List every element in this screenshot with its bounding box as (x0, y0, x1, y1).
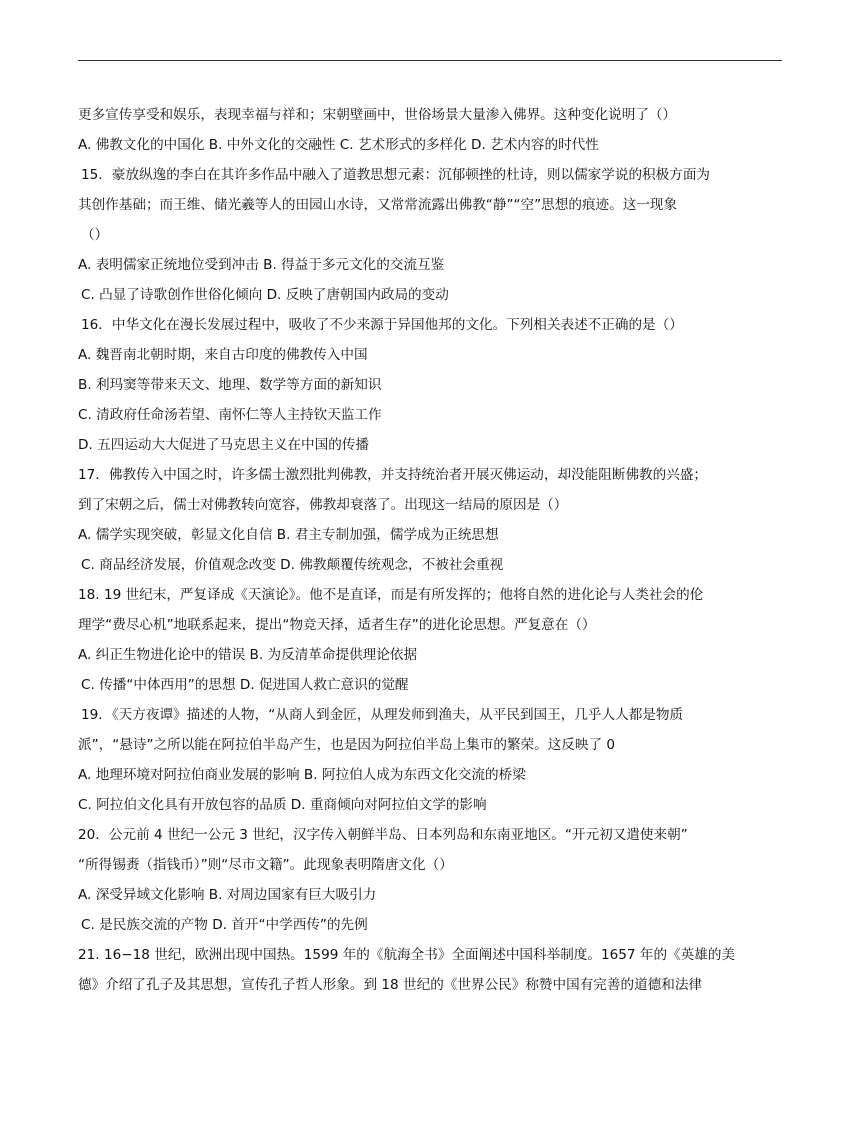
question-21-stem: 德》介绍了孔子及其思想，宣传孔子哲人形象。到 18 世纪的《世界公民》称赞中国有完善的道德和法律 (78, 977, 703, 993)
document-body (78, 100, 782, 1000)
question-18-stem: 理学“费尽心机”地联系起来，提出“物竞天择，适者生存”的进化论思想。严复意在（） (78, 617, 596, 633)
question-16-stem: 16．中华文化在漫长发展过程中，吸收了不少来源于异国他邦的文化。下列相关表述不正确的是（） (81, 317, 683, 333)
question-15-stem: 其创作基础；而王维、储光羲等人的田园山水诗，又常常流露出佛教“静”“空”思想的痕迹。这一现象 (78, 197, 678, 213)
question-20-stem: 20．公元前 4 世纪一公元 3 世纪，汉字传入朝鲜半岛、日本列岛和东南亚地区。“开元初又遣使来朝” (78, 827, 688, 843)
header-rule (78, 60, 782, 61)
question-18-option-ab: A. 纠正生物进化论中的错误 B. 为反清革命提供理论依据 (78, 647, 418, 663)
question-15-stem: （） (81, 227, 109, 243)
question-21-stem: 21. 16−18 世纪，欧洲出现中国热。1599 年的《航海全书》全面阐述中国科举制度。1657 年的《英雄的美 (78, 947, 736, 963)
question-14-options: A. 佛教文化的中国化 B. 中外文化的交融性 C. 艺术形式的多样化 D. 艺术内容的时代性 (78, 137, 599, 153)
question-19-option-ab: A. 地理环境对阿拉伯商业发展的影响 B. 阿拉伯人成为东西文化交流的桥梁 (78, 767, 526, 783)
question-15-option-ab: A. 表明儒家正统地位受到冲击 B. 得益于多元文化的交流互鉴 (78, 257, 445, 273)
question-20-option-ab: A. 深受异域文化影响 B. 对周边国家有巨大吸引力 (78, 887, 377, 903)
question-16-option-d: D. 五四运动大大促进了马克思主义在中国的传播 (78, 437, 369, 453)
question-19-option-cd: C. 阿拉伯文化具有开放包容的品质 D. 重商倾向对阿拉伯文学的影响 (78, 797, 487, 813)
question-20-stem: “所得锡赉（指钱币）”则“尽市文籍”。此现象表明隋唐文化（） (78, 857, 453, 873)
question-19-stem: 派”，“悬诗”之所以能在阿拉伯半岛产生，也是因为阿拉伯半岛上集市的繁荣。这反映了 0 (78, 737, 616, 753)
question-20-option-cd: C. 是民族交流的产物 D. 首开“中学西传”的先例 (81, 917, 368, 933)
question-17-option-cd: C. 商品经济发展，价值观念改变 D. 佛教颠覆传统观念，不被社会重视 (81, 557, 504, 573)
question-15-option-cd: C. 凸显了诗歌创作世俗化倾向 D. 反映了唐朝国内政局的变动 (81, 287, 449, 303)
question-16-option-a: A. 魏晋南北朝时期，来自古印度的佛教传入中国 (78, 347, 368, 363)
question-16-option-c: C. 清政府任命汤若望、南怀仁等人主持钦天监工作 (78, 407, 382, 423)
question-19-stem: 19．《天方夜谭》描述的人物，“从商人到金匠，从理发师到渔夫，从平民到国王，几乎人人都是物质 (81, 707, 684, 723)
question-18-option-cd: C. 传播“中体西用”的思想 D. 促进国人救亡意识的觉醒 (81, 677, 409, 693)
question-14-stem-end: 更多宣传享受和娱乐，表现幸福与祥和；宋朝壁画中，世俗场景大量渗入佛界。这种变化说明了（） (78, 107, 677, 123)
question-17-option-ab: A. 儒学实现突破，彰显文化自信 B. 君主专制加强，儒学成为正统思想 (78, 527, 499, 543)
question-17-stem: 到了宋朝之后，儒士对佛教转向宽容，佛教却衰落了。出现这一结局的原因是（） (78, 497, 568, 513)
question-15-stem: 15．豪放纵逸的李白在其许多作品中融入了道教思想元素：沉郁顿挫的杜诗，则以儒家学说的积极方面为 (81, 167, 711, 183)
question-17-stem: 17．佛教传入中国之时，许多儒士激烈批判佛教，并支持统治者开展灭佛运动，却没能阻断佛教的兴盛； (78, 467, 708, 483)
question-16-option-b: B. 利玛窦等带来天文、地理、数学等方面的新知识 (78, 377, 382, 393)
question-18-stem: 18. 19 世纪末，严复译成《天演论》。他不是直译，而是有所发挥的；他将自然的进化论与人类社会的伦 (78, 587, 704, 603)
